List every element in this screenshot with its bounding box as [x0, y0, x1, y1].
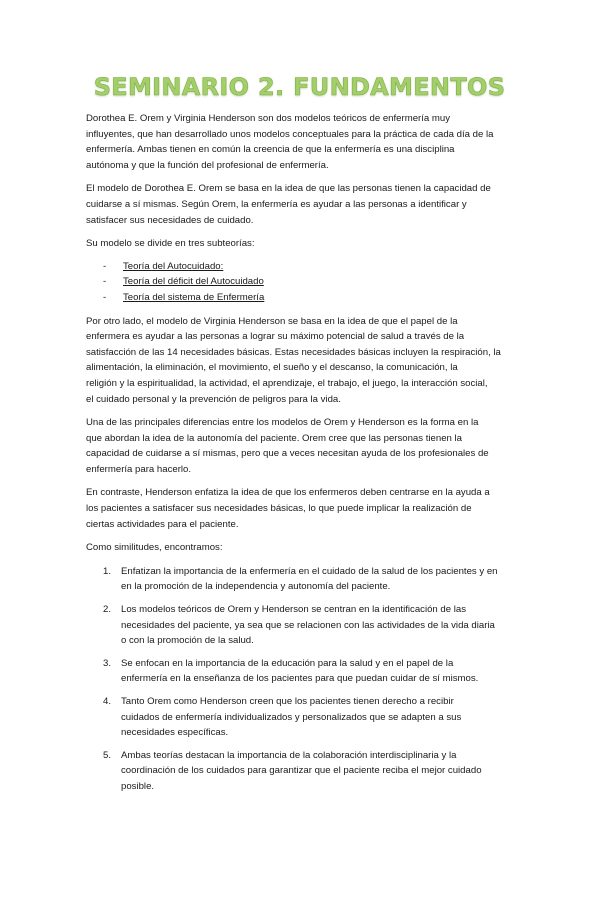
list-item: 2. Los modelos teóricos de Orem y Henderson se centran en la identificación de las necesidades del paciente, ya sea que se relacionen con las actividades de la vida diaria o con la promoción de la salud. [103, 604, 495, 647]
list-item: 1. Enfatizan la importancia de la enfermería en el cuidado de la salud de los pacientes y en en la promoción de la independencia y autonomía del paciente. [103, 565, 498, 593]
subtheories-list [86, 259, 513, 306]
page-title: SEMINARIO 2. FUNDAMENTOS [93, 73, 506, 101]
orem-paragraph: El modelo de Dorothea E. Orem se basa en la idea de que las personas tienen la capacidad de cuidarse a sí mismas. Según Orem, la enfermería es ayudar a las personas a identificar y satisfacer sus necesidades de cuidado. [86, 183, 491, 226]
differences-paragraph: Una de las principales diferencias entre los modelos de Orem y Henderson es la forma en la que abordan la idea de la autonomía del paciente. Orem cree que las personas tienen la capacidad de cuidarse a sí mismas, pero que a veces necesitan ayuda de los profesionales de enfermería para hacerlo. [86, 417, 489, 475]
contrast-paragraph: En contraste, Henderson enfatiza la idea de que los enfermeros deben centrarse en la ayuda a los pacientes a satisfacer sus necesidades básicas, lo que puede implicar la realización de ciertas actividades para el paciente. [86, 487, 490, 530]
henderson-paragraph: Por otro lado, el modelo de Virginia Henderson se basa en la idea de que el papel de la enfermera es ayudar a las personas a lograr su máximo potencial de salud a través de la satisfacción de las 14 necesidades básicas. Estas necesidades básicas incluyen la respiración, la alimentación, la eliminación, el movimiento, el sueño y el descanso, la comunicación, la religión y la espiritualidad, la actividad, el aprendizaje, el trabajo, el juego, la interacción social, el cuidado personal y la prevención de peligros para la vida. [86, 315, 501, 405]
intro-paragraph: Dorothea E. Orem y Virginia Henderson son dos modelos teóricos de enfermería muy influyentes, que han desarrollado unos modelos conceptuales para la práctica de cada día de la enfermería. Ambas tienen en común la creencia de que la enfermería es una disciplina autónoma y que la función del profesional de enfermería. [86, 113, 494, 171]
subtheories-intro: Su modelo se divide en tres subteorías: [86, 238, 255, 250]
similarities-list [86, 564, 513, 795]
list-item: 4. Tanto Orem como Henderson creen que los pacientes tienen derecho a recibir cuidados de enfermería individualizados y personalizados que se adapten a sus necesidades específicas. [103, 696, 462, 739]
list-item: - Teoría del Autocuidado: [103, 260, 224, 272]
list-item: 3. Se enfocan en la importancia de la educación para la salud y en el papel de la enfermería en la enseñanza de los pacientes para que puedan cuidar de sí mismos. [103, 657, 479, 685]
list-item: - Teoría del sistema de Enfermería [103, 291, 265, 303]
similarities-intro: Como similitudes, encontramos: [86, 542, 223, 554]
document-page [0, 72, 599, 920]
list-item: - Teoría del déficit del Autocuidado [103, 276, 264, 288]
list-item: 5. Ambas teorías destacan la importancia de la colaboración interdisciplinaria y la coordinación de los cuidados para garantizar que el paciente reciba el mejor cuidado posible. [103, 749, 482, 792]
